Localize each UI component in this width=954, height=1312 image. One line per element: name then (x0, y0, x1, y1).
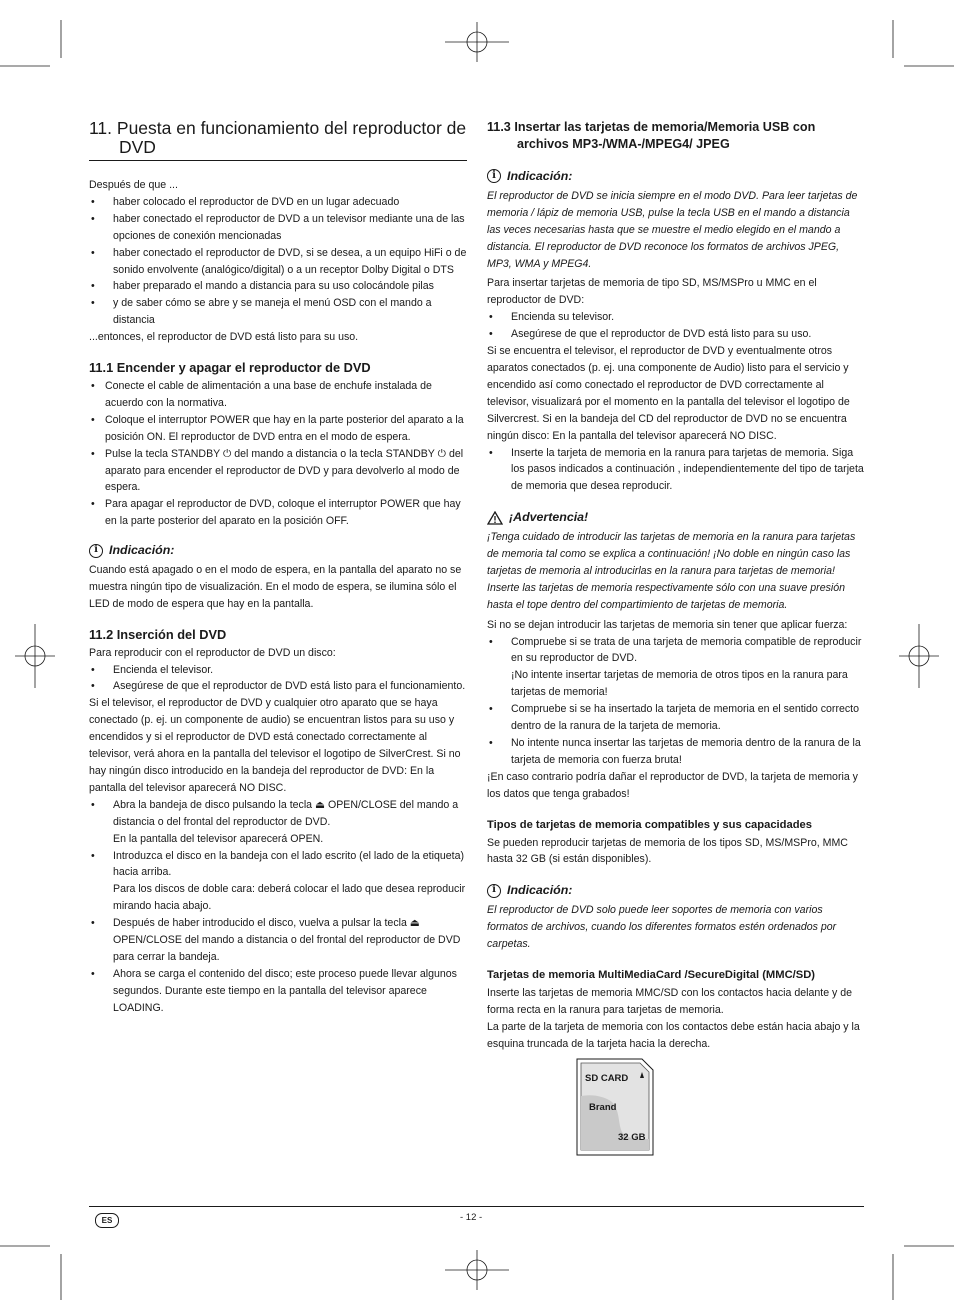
list-item: • y de saber cómo se abre y se maneja el menú OSD con el mando a distancia (89, 295, 467, 329)
hint-label: Indicación: (507, 883, 573, 898)
intro-end-text: ...entonces, el reproductor de DVD está listo para su uso. (89, 331, 359, 344)
insert-steps (89, 797, 467, 1017)
list-item: • haber colocado el reproductor de DVD en un lugar adecuado (89, 194, 467, 211)
memory-paragraph: Si se encuentra el televisor, el reproductor de DVD y eventualmente otros aparatos conectados (p. ej. una componente de Audio) listo para el servicio y encendido así como conectado el reproductor de DVD correctamente al televisor, visualizará por el momento en la pantalla del televisor el logotipo de Silvercrest. Si en la bandeja del CD del reproductor de DVD no se encuentra ningún disco: En la pantalla del televisor aparecerá NO DISC. (487, 345, 850, 442)
list-item (89, 848, 467, 916)
list-item: • Pulse la tecla STANDBY ⏻ del mando a distancia o la tecla STANDBY ⏻ del aparato para encender el reproductor de DVD y para devolverlo al modo de espera. (89, 446, 467, 497)
list-item: • Encienda el televisor. (89, 662, 467, 679)
list-item: • Coloque el interruptor POWER que hay en la parte posterior del aparato a la posición ON. El reproductor de DVD entra en el modo de espera. (89, 412, 467, 446)
list-item: • Ahora se carga el contenido del disco; este proceso puede llevar algunos segundos. Durante este tiempo en la pantalla del televisor aparece LOADING. (89, 966, 467, 1017)
list-item: • Inserte la tarjeta de memoria en la ranura para tarjetas de memoria. Siga los pasos indicados a continuación , independientemente del tipo de tarjeta de memoria que desea reproducir. (487, 445, 865, 496)
info-icon: i (89, 544, 103, 558)
right-column (487, 112, 865, 1053)
step-subtext: Para los discos de doble cara: deberá colocar el lado que desea reproducir mirando hacia abajo. (113, 883, 466, 913)
card-types-heading: Tipos de tarjetas de memoria compatibles y sus capacidades (487, 818, 812, 831)
card-types-text: Se pueden reproducir tarjetas de memoria de los tipos SD, MS/MSPro, MMC hasta 32 GB (si están disponibles). (487, 836, 848, 866)
list-item: • haber preparado el mando a distancia para su uso colocándole pilas (89, 278, 467, 295)
step-subtext: En la pantalla del televisor aparecerá OPEN. (113, 832, 324, 845)
mmc-sd-heading: Tarjetas de memoria MultiMediaCard /SecureDigital (MMC/SD) (487, 968, 816, 981)
list-item: • Después de haber introducido el disco, vuelva a pulsar la tecla ⏏ OPEN/CLOSE del mando a distancia o del frontal del reproductor de DVD para cerrar la bandeja. (89, 915, 467, 966)
force-list (487, 634, 865, 769)
warning-icon (487, 511, 503, 525)
language-badge: ES (95, 1213, 119, 1228)
card-brand: Brand (589, 1102, 617, 1113)
power-list (89, 378, 467, 530)
list-item (487, 634, 865, 702)
memory-steps (487, 445, 865, 496)
list-item: • Asegúrese de que el reproductor de DVD está listo para su uso. (487, 326, 865, 343)
force-intro: Si no se dejan introducir las tarjetas de memoria sin tener que aplicar fuerza: (487, 618, 848, 631)
damage-warning: ¡En caso contrario podría dañar el reproductor de DVD, la tarjeta de memoria y los datos que tenga grabados! (487, 770, 858, 800)
list-item: • Conecte el cable de alimentación a una base de enchufe instalada de acuerdo con la normativa. (89, 378, 467, 412)
hint-text: El reproductor de DVD se inicia siempre en el modo DVD. Para leer tarjetas de memoria / lápiz de memoria USB, pulse la tecla USB en el mando a distancia las veces necesarias hasta que se muestre el medio elegido en el mando a distancia. El reproductor de DVD reconoce los formatos de archivos JPEG, MP3, WMA y MPEG4. (487, 189, 858, 270)
hint-heading (89, 542, 467, 559)
info-icon: i (487, 884, 501, 898)
subsection-title-insert: 11.2 Inserción del DVD (89, 626, 227, 642)
warning-label: ¡Advertencia! (509, 510, 589, 525)
list-item (89, 797, 467, 848)
warning-text: ¡Tenga cuidado de introducir las tarjetas de memoria en la ranura para tarjetas de memoria tal como se explica a continuación! ¡No doble en ningún caso las tarjetas de memoria al introducirlas en la ranura para tarjetas de memoria! Inserte las tarjetas de memoria respectivamente sólo con una suave presión hasta el tope dentro del compartimiento de tarjetas de memoria. (487, 531, 856, 611)
list-item: • haber conectado el reproductor de DVD a un televisor mediante una de las opciones de conexión mencionadas (89, 211, 467, 245)
step-text: Introduzca el disco en la bandeja con el lado escrito (el lado de la etiqueta) hacia arriba. (113, 849, 464, 879)
sd-card-illustration (576, 1058, 654, 1161)
list-item: • Para apagar el reproductor de DVD, coloque el interruptor POWER que hay en la parte posterior del aparato en la posición OFF. (89, 496, 467, 530)
intro-text: Después de que ... (89, 179, 178, 191)
hint-heading (487, 882, 865, 899)
hint-heading (487, 168, 865, 185)
hint-text: Cuando está apagado o en el modo de espera, en la pantalla del aparato no se muestra ningún tipo de visualización. En el modo de espera, se ilumina sólo el LED de modo de espera que hay en la pantalla. (89, 564, 462, 610)
list-item: • No intente nunca insertar las tarjetas de memoria dentro de la ranura de la tarjeta de memoria con fuerza bruta! (487, 735, 865, 769)
hint-label: Indicación: (507, 169, 573, 183)
intro-list (89, 194, 467, 329)
list-item: • Compruebe si se ha insertado la tarjeta de memoria en el sentido correcto dentro de la ranura de la tarjeta de memoria. (487, 701, 865, 735)
subsection-title-power: 11.1 Encender y apagar el reproductor de DVD (89, 360, 371, 376)
section-title: 11. Puesta en funcionamiento del reproductor de DVD (89, 119, 467, 161)
footer-divider (89, 1206, 864, 1207)
card-capacity: 32 GB (618, 1132, 646, 1143)
step-subtext: ¡No intente insertar tarjetas de memoria de otros tipos en la ranura para tarjetas de memoria! (511, 669, 848, 699)
memory-intro: Para insertar tarjetas de memoria de tipo SD, MS/MSPro u MMC en el reproductor de DVD: (487, 277, 817, 307)
step-text: Compruebe si se trata de una tarjeta de memoria compatible de reproducir en su reproductor de DVD. (511, 635, 862, 665)
section-title-memory: 11.3 Insertar las tarjetas de memoria/Memoria USB con archivos MP3-/WMA-/MPEG4/ JPEG (487, 120, 816, 151)
step-text: Abra la bandeja de disco pulsando la tecla ⏏ OPEN/CLOSE del mando a distancia o del frontal del reproductor de DVD. (113, 798, 459, 828)
list-item: • Encienda su televisor. (487, 309, 865, 326)
info-icon: i (487, 169, 501, 183)
insert-list (89, 662, 467, 696)
hint-text: El reproductor de DVD solo puede leer soportes de memoria con varios formatos de archivos, cuando los diferentes formatos estén ordenados por carpetas. (487, 904, 837, 951)
insert-intro: Para reproducir con el reproductor de DVD un disco: (89, 646, 336, 659)
mmc-sd-text: Inserte las tarjetas de memoria MMC/SD con los contactos hacia delante y de forma recta en la ranura para tarjetas de memoria. (487, 986, 853, 1016)
list-item: • Asegúrese de que el reproductor de DVD está listo para el funcionamiento. (89, 678, 467, 695)
hint-label: Indicación: (109, 543, 175, 558)
mmc-sd-text-2: La parte de la tarjeta de memoria con los contactos debe están hacia abajo y la esquina truncada de la tarjeta hacia la derecha. (487, 1020, 860, 1050)
memory-list (487, 309, 865, 343)
insert-paragraph: Si el televisor, el reproductor de DVD y cualquier otro aparato que se haya conectado (p. ej. un componente de audio) se encuentran listos para su uso y encendidos y si el reproductor de DVD está conectado correctamente al televisor, verá ahora en la pantalla del televisor el logotipo de SilverCrest. Si no hay ningún disco introducido en la bandeja del reproductor de DVD: En la pantalla del televisor aparecerá NO DISC. (89, 697, 461, 794)
list-item: • haber conectado el reproductor de DVD, si se desea, a un equipo HiFi o de sonido envolvente (analógico/digital) o a un receptor Dolby Digital o DTS (89, 245, 467, 279)
left-column (89, 112, 467, 1017)
page-number: - 12 - (460, 1212, 483, 1223)
warning-heading (487, 509, 865, 526)
card-label: SD CARD (585, 1073, 629, 1084)
